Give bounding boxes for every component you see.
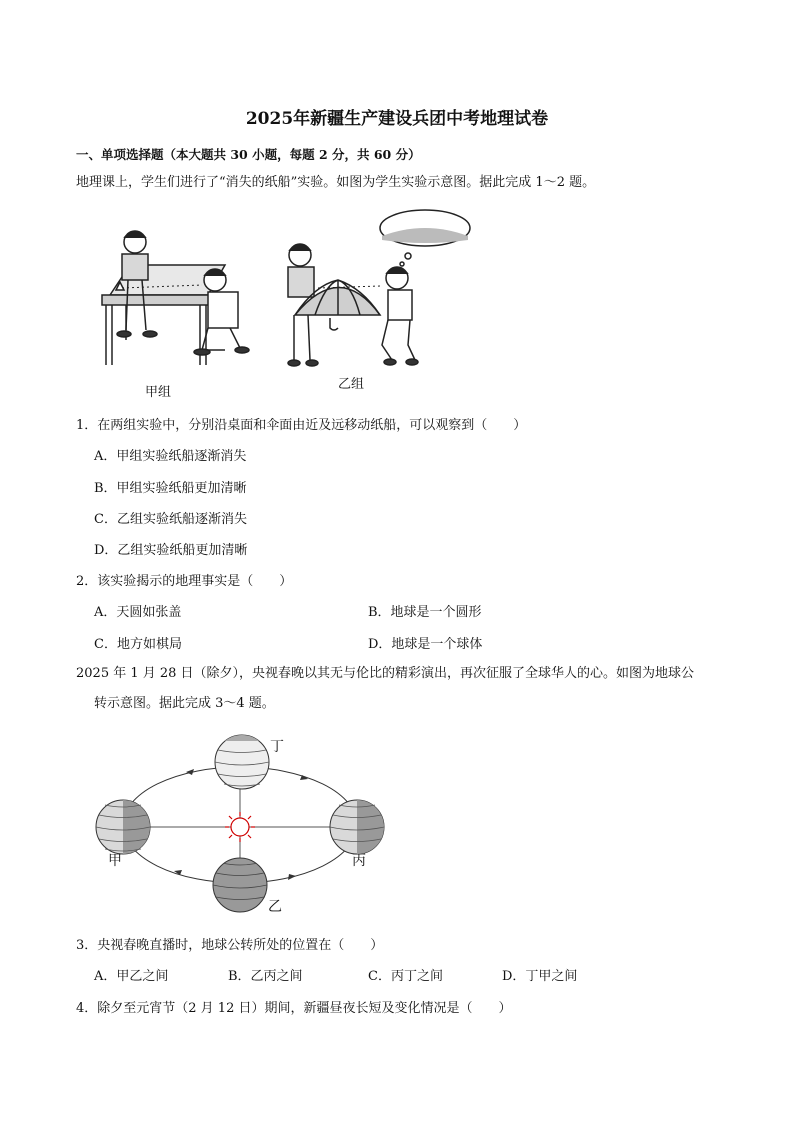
- question-3-option-a: A．甲乙之间: [94, 969, 169, 984]
- question-2-option-d: D．地球是一个球体: [368, 637, 483, 652]
- group-b-label: 乙组: [338, 377, 365, 392]
- intro-paragraph-2-line-2: 转示意图。据此完成 3～4 题。: [94, 696, 275, 711]
- page-title: 2025年新疆生产建设兵团中考地理试卷: [245, 109, 549, 129]
- label-yi: 乙: [268, 899, 282, 915]
- earth-jia-icon: [96, 795, 153, 859]
- experiment-figure: [90, 200, 490, 400]
- question-2-option-a: A．天圆如张盖: [94, 605, 182, 620]
- question-3-option-d: D．丁甲之间: [502, 969, 578, 984]
- label-ding: 丁: [270, 739, 284, 755]
- question-2-option-b: B．地球是一个圆形: [368, 605, 482, 620]
- earth-yi-icon: [213, 858, 267, 912]
- question-3-option-c: C．丙丁之间: [368, 969, 443, 984]
- intro-paragraph-2-line-1: 2025 年 1 月 28 日（除夕），央视春晚以其无与伦比的精彩演出，再次征服了全球华人的心。如图为地球公: [76, 666, 695, 681]
- group-b-illustration: [288, 210, 470, 366]
- question-1-option-a: A．甲组实验纸船逐渐消失: [94, 449, 247, 464]
- question-3-option-b: B．乙丙之间: [228, 969, 303, 984]
- group-a-illustration: [102, 231, 249, 365]
- label-jia: 甲: [108, 853, 122, 869]
- intro-paragraph-1: 地理课上，学生们进行了“消失的纸船”实验。如图为学生实验示意图。据此完成 1～2 题。: [76, 175, 596, 190]
- earth-ding-icon: [212, 729, 272, 789]
- earth-bing-icon: [330, 795, 387, 859]
- earth-orbit-figure: [90, 725, 400, 915]
- question-2-stem: 2．该实验揭示的地理事实是（ ）: [76, 574, 293, 589]
- question-1-stem: 1．在两组实验中，分别沿桌面和伞面由近及远移动纸船，可以观察到（ ）: [76, 418, 527, 433]
- question-1-option-c: C．乙组实验纸船逐渐消失: [94, 512, 247, 527]
- question-1-option-d: D．乙组实验纸船更加清晰: [94, 543, 248, 558]
- label-bing: 丙: [352, 853, 366, 869]
- group-a-label: 甲组: [145, 385, 172, 400]
- question-3-stem: 3．央视春晚直播时，地球公转所处的位置在（ ）: [76, 938, 384, 953]
- section-heading: 一、单项选择题（本大题共 30 小题，每题 2 分，共 60 分）: [76, 147, 421, 162]
- question-2-option-c: C．地方如棋局: [94, 637, 182, 652]
- question-4-stem: 4．除夕至元宵节（2 月 12 日）期间，新疆昼夜长短及变化情况是（ ）: [76, 1001, 512, 1016]
- question-1-option-b: B．甲组实验纸船更加清晰: [94, 481, 247, 496]
